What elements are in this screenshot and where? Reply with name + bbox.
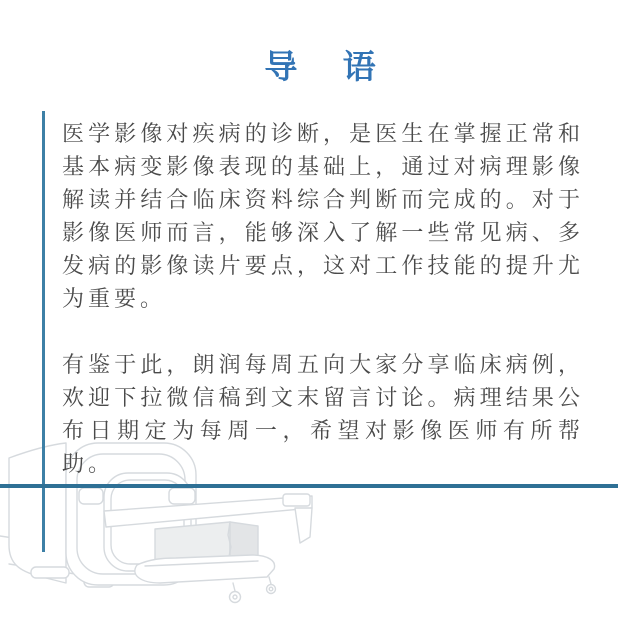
wheel-1 bbox=[230, 592, 241, 603]
gantry-foot-left bbox=[31, 567, 69, 578]
intro-paragraph-1: 医学影像对疾病的诊断，是医生在掌握正常和基本病变影像表现的基础上，通过对病理影像解读并结合临床资料综合判断而完成的。对于影像医师而言，能够深入了解一些常见病、多发病的影像读片要点，这对工作技能的提升尤为重要。 bbox=[62, 121, 584, 311]
wheel-stem-1 bbox=[233, 583, 235, 591]
wheel-stem-2 bbox=[269, 577, 271, 584]
gantry-side bbox=[9, 443, 66, 583]
intro-paragraph-2: 有鉴于此，朗润每周五向大家分享临床病例，欢迎下拉微信稿到文末留言讨论。病理结果公布日期定为每周一，希望对影像医师有所帮助。 bbox=[62, 352, 584, 476]
table-base bbox=[135, 555, 275, 583]
wheel-2 bbox=[267, 585, 276, 594]
table-arm bbox=[295, 508, 312, 543]
page-title: 导 语 bbox=[264, 48, 394, 85]
horizontal-accent-line bbox=[0, 484, 618, 488]
intro-text bbox=[62, 117, 584, 513]
